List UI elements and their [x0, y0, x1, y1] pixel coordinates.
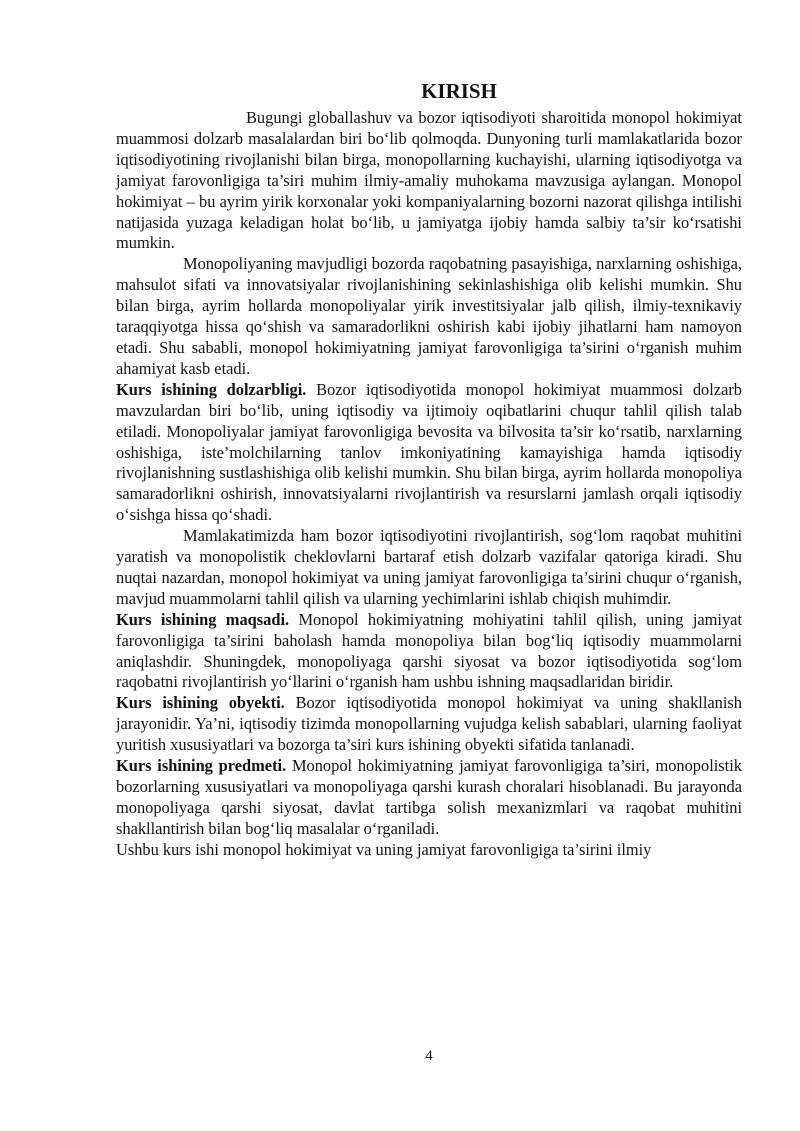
paragraph-text: Bozor iqtisodiyotida monopol hokimiyat va uning shakllanish jarayonidir. Ya’ni, iqtisodiy tizimda monopollarning vujudga kelish sabablari, ularning faoliyat yuritish xususiyatlari va bozorga ta’siri kurs ishining obyekti sifatida tanlanadi.: [116, 693, 742, 755]
paragraph-text: Monopoliyaning mavjudligi bozorda raqobatning pasayishiga, narxlarning oshishiga, mahsulot sifati va innovatsiyalar rivojlanishining sekinlashishiga olib kelishi mumkin. Shu bilan birga, ayrim hollarda monopoliyalar yirik investitsiyalar jalb qilish, ilmiy-texnikaviy taraqqiyotga hissa qo‘shish va samaradorlikni oshirish kabi ijobiy jihatlarni ham namoyon etadi. Shu sababli, monopol hokimiyatning jamiyat farovonligiga ta’sirini o‘rganish muhim ahamiyat kasb etadi.: [116, 254, 742, 378]
paragraph-text: Bugungi globallashuv va bozor iqtisodiyoti sharoitida monopol hokimiyat muammosi dolzarb masalalardan biri bo‘lib qolmoqda. Dunyoning turli mamlakatlarida bozor iqtisodiyotining rivojlanishi bilan birga, monopollarning kuchayishi, ularning iqtisodiyotga va jamiyat farovonligiga ta’siri muhim ilmiy-amaliy muhokama mavzusiga aylangan. Monopol hokimiyat – bu ayrim yirik korxonalar yoki kompaniyalarning bozorni nazorat qilishga intilishi natijasida yuzaga keladigan holat bo‘lib, u jamiyatga ijobiy hamda salbiy ta’sir ko‘rsatishi mumkin.: [116, 108, 742, 253]
goal-paragraph: [116, 610, 742, 694]
goal-heading: Kurs ishining maqsadi.: [116, 609, 290, 629]
paragraph-text: Bozor iqtisodiyotida monopol hokimiyat muammosi dolzarb mavzulardan biri bo‘lib, uning iqtisodiy va ijtimoiy oqibatlarini chuqur tahlil qilish talab etiladi. Monopoliyalar jamiyat farovonligiga bevosita va bilvosita ta’sir ko‘rsatib, narxlarning oshishiga, iste’molchilarning tanlov imkoniyatining kamayishiga hamda iqtisodiy rivojlanishning sustlashishiga olib kelishi mumkin. Shu bilan birga, ayrim hollarda monopoliya samaradorlikni oshirish, innovatsiyalarni rivojlantirish va resurslarni jamlash orqali iqtisodiy o‘sishga hissa qo‘shadi.: [116, 379, 743, 525]
relevance-paragraph: [116, 380, 742, 526]
paragraph-text: Monopol hokimiyatning mohiyatini tahlil qilish, uning jamiyat farovonligiga ta’sirini baholash hamda monopoliya bilan bog‘liq iqtisodiy muammolarni aniqlashdir. Shuningdek, monopoliyaga qarshi siyosat va bozor iqtisodiyotida sog‘lom raqobatni rivojlantirish yo‘llarini o‘rganish ham ushbu ishning maqsadlaridan biridir.: [116, 609, 742, 692]
relevance-heading: Kurs ishining dolzarbligi.: [116, 379, 307, 399]
paragraph-text: Mamlakatimizda ham bozor iqtisodiyotini rivojlantirish, sog‘lom raqobat muhitini yaratish va monopolistik cheklovlarni bartaraf etish dolzarb vazifalar qatoriga kiradi. Shu nuqtai nazardan, monopol hokimiyat va uning jamiyat farovonligiga ta’sirini chuqur o‘rganish, mavjud muammolarni tahlil qilish va ularning yechimlarini ishlab chiqish muhimdir.: [116, 526, 742, 608]
closing-paragraph: [116, 840, 742, 861]
national-context-paragraph: [116, 526, 742, 610]
object-paragraph: [116, 693, 742, 756]
paragraph-text: Monopol hokimiyatning jamiyat farovonligiga ta’siri, monopolistik bozorlarning xususiyatlari va monopoliyaga qarshi kurash choralari hisoblanadi. Bu jarayonda monopoliyaga qarshi siyosat, davlat tartibga solish mexanizmlari va raqobat muhitini shakllantirish bilan bog‘liq masalalar o‘rganiladi.: [116, 756, 742, 838]
page-title: KIRISH: [421, 79, 497, 103]
page-number: 4: [425, 1048, 433, 1064]
paragraph-text: Ushbu kurs ishi monopol hokimiyat va uning jamiyat farovonligiga ta’sirini ilmiy: [116, 839, 652, 859]
document-page: [116, 78, 742, 861]
intro-paragraph: [116, 108, 742, 254]
object-heading: Kurs ishining obyekti.: [116, 693, 285, 713]
subject-paragraph: [116, 756, 742, 840]
subject-heading: Kurs ishining predmeti.: [116, 756, 287, 776]
monopoly-effects-paragraph: [116, 254, 742, 379]
